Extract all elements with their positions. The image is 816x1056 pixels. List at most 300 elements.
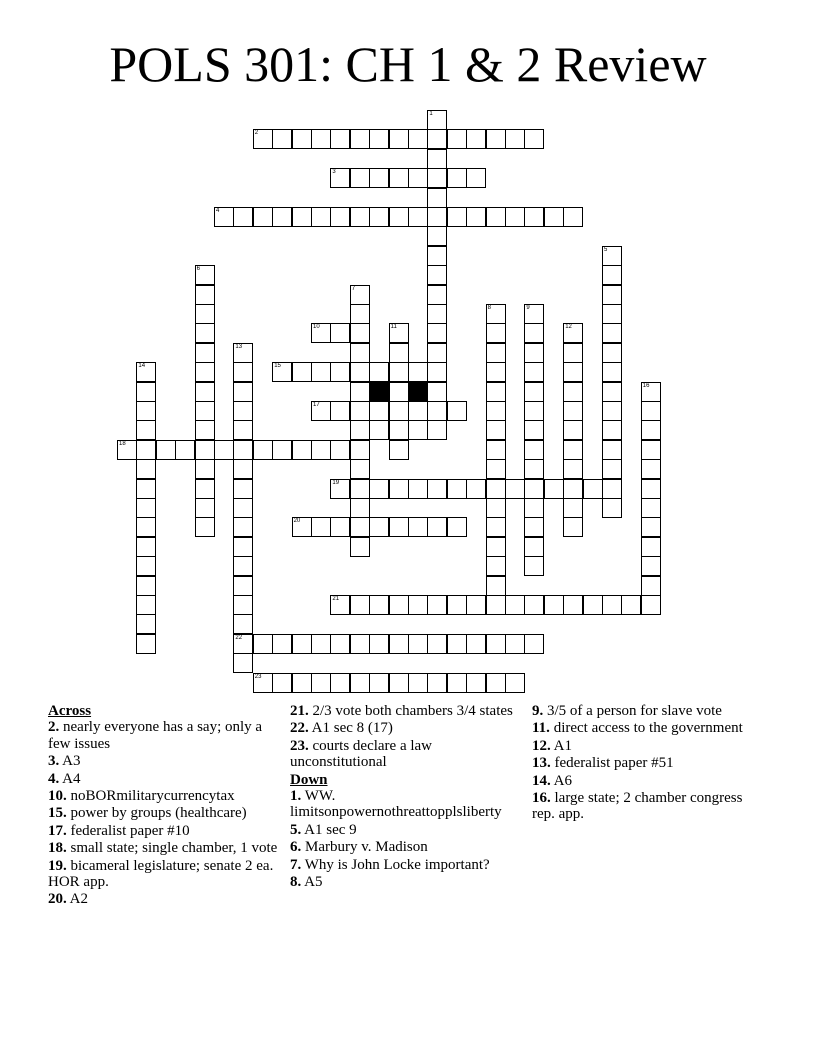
clue-text: courts declare a law unconstitutional: [290, 737, 433, 771]
grid-cell[interactable]: [389, 129, 409, 149]
grid-cell[interactable]: [369, 362, 389, 382]
grid-cell[interactable]: [641, 440, 661, 460]
grid-cell[interactable]: [195, 401, 215, 421]
grid-cell[interactable]: [292, 362, 312, 382]
grid-cell[interactable]: [253, 129, 273, 149]
grid-cell[interactable]: [350, 285, 370, 305]
clue-down: [532, 773, 764, 789]
grid-cell[interactable]: [447, 595, 467, 615]
grid-cell[interactable]: [602, 459, 622, 479]
grid-cell[interactable]: [369, 479, 389, 499]
grid-cell[interactable]: [466, 634, 486, 654]
grid-cell[interactable]: [505, 634, 525, 654]
grid-cell[interactable]: [292, 634, 312, 654]
grid-cell[interactable]: [330, 634, 350, 654]
grid-cell[interactable]: [389, 517, 409, 537]
grid-cell[interactable]: [136, 595, 156, 615]
grid-cell[interactable]: [233, 537, 253, 557]
grid-cell[interactable]: [505, 207, 525, 227]
grid-cell[interactable]: [641, 517, 661, 537]
grid-cell[interactable]: [136, 440, 156, 460]
grid-cell[interactable]: [486, 207, 506, 227]
grid-cell[interactable]: [350, 382, 370, 402]
grid-cell[interactable]: [427, 673, 447, 693]
grid-cell[interactable]: [466, 168, 486, 188]
clue-number: 23: [254, 673, 262, 680]
clue-text: bicameral legislature; senate 2 ea. HOR app.: [48, 857, 274, 891]
grid-cell[interactable]: [563, 517, 583, 537]
grid-cell[interactable]: [389, 207, 409, 227]
grid-cell[interactable]: [602, 420, 622, 440]
grid-cell[interactable]: [486, 556, 506, 576]
grid-cell[interactable]: [466, 673, 486, 693]
grid-cell[interactable]: [427, 517, 447, 537]
grid-cell[interactable]: [253, 440, 273, 460]
grid-cell[interactable]: [136, 362, 156, 382]
grid-cell[interactable]: [641, 498, 661, 518]
grid-cell[interactable]: [292, 517, 312, 537]
grid-cell[interactable]: [214, 207, 234, 227]
grid-cell[interactable]: [233, 614, 253, 634]
grid-cell[interactable]: [563, 459, 583, 479]
grid-cell[interactable]: [544, 595, 564, 615]
grid-cell[interactable]: [311, 129, 331, 149]
grid-cell[interactable]: [486, 382, 506, 402]
grid-cell[interactable]: [350, 440, 370, 460]
clue-text: A1 sec 8 (17): [308, 720, 393, 737]
grid-cell[interactable]: [233, 595, 253, 615]
grid-cell[interactable]: [524, 343, 544, 363]
grid-cell[interactable]: [602, 285, 622, 305]
grid-cell[interactable]: [486, 634, 506, 654]
grid-cell[interactable]: [486, 440, 506, 460]
grid-cell[interactable]: [602, 362, 622, 382]
grid-cell[interactable]: [330, 440, 350, 460]
grid-cell[interactable]: [524, 207, 544, 227]
grid-cell[interactable]: [427, 285, 447, 305]
grid-cell[interactable]: [563, 440, 583, 460]
grid-cell[interactable]: [195, 517, 215, 537]
grid-cell[interactable]: [583, 595, 603, 615]
grid-cell[interactable]: [311, 362, 331, 382]
grid-cell[interactable]: [311, 634, 331, 654]
grid-cell[interactable]: [466, 207, 486, 227]
clue-number-label: 20.: [48, 891, 67, 908]
grid-cell[interactable]: [311, 517, 331, 537]
grid-cell[interactable]: [486, 343, 506, 363]
grid-cell[interactable]: [233, 634, 253, 654]
grid-cell[interactable]: [427, 188, 447, 208]
grid-cell[interactable]: [427, 110, 447, 130]
grid-cell[interactable]: [524, 323, 544, 343]
grid-cell[interactable]: [602, 479, 622, 499]
grid-cell[interactable]: [563, 343, 583, 363]
grid-cell[interactable]: [272, 673, 292, 693]
grid-cell[interactable]: [233, 576, 253, 596]
grid-cell[interactable]: [233, 382, 253, 402]
grid-cell[interactable]: [156, 440, 176, 460]
clue-number-label: 13.: [532, 755, 551, 772]
grid-cell[interactable]: [330, 129, 350, 149]
grid-cell[interactable]: [389, 168, 409, 188]
grid-cell[interactable]: [524, 304, 544, 324]
grid-cell[interactable]: [350, 207, 370, 227]
grid-cell[interactable]: [136, 614, 156, 634]
grid-cell[interactable]: [233, 479, 253, 499]
grid-cell[interactable]: [563, 207, 583, 227]
grid-cell[interactable]: [427, 246, 447, 266]
grid-cell[interactable]: [486, 479, 506, 499]
grid-cell[interactable]: [641, 537, 661, 557]
grid-cell[interactable]: [602, 343, 622, 363]
grid-cell[interactable]: [505, 673, 525, 693]
grid-cell[interactable]: [233, 401, 253, 421]
grid-cell[interactable]: [544, 479, 564, 499]
grid-cell[interactable]: [602, 440, 622, 460]
grid-cell[interactable]: [195, 382, 215, 402]
grid-cell[interactable]: [350, 129, 370, 149]
grid-cell[interactable]: [389, 479, 409, 499]
grid-cell[interactable]: [369, 673, 389, 693]
grid-cell[interactable]: [427, 168, 447, 188]
grid-cell[interactable]: [292, 129, 312, 149]
grid-cell[interactable]: [350, 595, 370, 615]
grid-cell[interactable]: [602, 498, 622, 518]
clue-number: 12: [565, 324, 572, 331]
grid-cell[interactable]: [330, 323, 350, 343]
grid-cell[interactable]: [563, 323, 583, 343]
grid-cell[interactable]: [311, 673, 331, 693]
grid-cell[interactable]: [389, 382, 409, 402]
grid-cell[interactable]: [233, 653, 253, 673]
grid-cell[interactable]: [486, 576, 506, 596]
grid-cell[interactable]: [195, 285, 215, 305]
grid-cell[interactable]: [427, 226, 447, 246]
grid-cell[interactable]: [233, 459, 253, 479]
grid-cell[interactable]: [272, 634, 292, 654]
grid-cell[interactable]: [350, 459, 370, 479]
grid-cell[interactable]: [563, 362, 583, 382]
grid-cell[interactable]: [350, 401, 370, 421]
grid-cell[interactable]: [136, 556, 156, 576]
grid-cell[interactable]: [641, 382, 661, 402]
grid-cell[interactable]: [602, 401, 622, 421]
grid-cell[interactable]: [369, 420, 389, 440]
grid-cell[interactable]: [195, 362, 215, 382]
grid-cell[interactable]: [524, 634, 544, 654]
grid-cell[interactable]: [292, 440, 312, 460]
grid-cell[interactable]: [233, 343, 253, 363]
grid-cell[interactable]: [389, 343, 409, 363]
grid-cell[interactable]: [602, 382, 622, 402]
grid-cell[interactable]: [408, 207, 428, 227]
clue-number-label: 22.: [290, 720, 309, 737]
grid-cell[interactable]: [389, 401, 409, 421]
grid-cell[interactable]: [136, 498, 156, 518]
grid-cell[interactable]: [486, 323, 506, 343]
grid-cell[interactable]: [136, 537, 156, 557]
grid-cell[interactable]: [447, 401, 467, 421]
grid-cell[interactable]: [602, 323, 622, 343]
grid-cell[interactable]: [466, 595, 486, 615]
grid-cell[interactable]: [330, 401, 350, 421]
grid-cell[interactable]: [350, 420, 370, 440]
grid-cell[interactable]: [641, 556, 661, 576]
grid-cell[interactable]: [563, 401, 583, 421]
grid-cell[interactable]: [136, 459, 156, 479]
grid-cell[interactable]: [563, 498, 583, 518]
grid-cell[interactable]: [524, 129, 544, 149]
grid-cell[interactable]: [195, 304, 215, 324]
grid-cell[interactable]: [350, 304, 370, 324]
grid-cell[interactable]: [505, 479, 525, 499]
grid-cell[interactable]: [486, 673, 506, 693]
grid-cell[interactable]: [486, 459, 506, 479]
grid-cell[interactable]: [486, 595, 506, 615]
grid-cell[interactable]: [195, 479, 215, 499]
grid-cell[interactable]: [369, 129, 389, 149]
grid-cell[interactable]: [195, 459, 215, 479]
grid-cell[interactable]: [233, 498, 253, 518]
grid-cell[interactable]: [330, 479, 350, 499]
grid-cell[interactable]: [447, 673, 467, 693]
grid-cell[interactable]: [195, 498, 215, 518]
grid-cell[interactable]: [427, 129, 447, 149]
clue-across: [48, 719, 280, 752]
grid-cell[interactable]: [466, 479, 486, 499]
grid-cell[interactable]: [486, 420, 506, 440]
grid-cell[interactable]: [447, 168, 467, 188]
grid-cell[interactable]: [330, 595, 350, 615]
grid-cell[interactable]: [253, 634, 273, 654]
clue-column-1: [48, 703, 280, 909]
grid-cell[interactable]: [427, 265, 447, 285]
grid-cell[interactable]: [427, 634, 447, 654]
grid-cell[interactable]: [350, 673, 370, 693]
grid-cell[interactable]: [389, 362, 409, 382]
grid-cell[interactable]: [350, 498, 370, 518]
grid-cell[interactable]: [195, 420, 215, 440]
grid-cell[interactable]: [350, 517, 370, 537]
grid-cell[interactable]: [233, 440, 253, 460]
grid-cell[interactable]: [505, 129, 525, 149]
grid-cell[interactable]: [427, 362, 447, 382]
grid-cell[interactable]: [195, 265, 215, 285]
grid-cell[interactable]: [408, 595, 428, 615]
grid-cell[interactable]: [524, 556, 544, 576]
grid-cell[interactable]: [486, 537, 506, 557]
grid-cell[interactable]: [311, 323, 331, 343]
grid-cell[interactable]: [233, 556, 253, 576]
grid-cell[interactable]: [253, 207, 273, 227]
grid-cell[interactable]: [621, 595, 641, 615]
grid-cell[interactable]: [408, 673, 428, 693]
grid-cell[interactable]: [330, 362, 350, 382]
grid-cell[interactable]: [427, 595, 447, 615]
grid-cell[interactable]: [486, 401, 506, 421]
grid-cell[interactable]: [486, 304, 506, 324]
grid-cell[interactable]: [641, 479, 661, 499]
grid-cell[interactable]: [350, 537, 370, 557]
grid-cell[interactable]: [408, 420, 428, 440]
grid-cell[interactable]: [233, 420, 253, 440]
grid-cell[interactable]: [408, 479, 428, 499]
grid-cell[interactable]: [389, 323, 409, 343]
grid-cell[interactable]: [369, 207, 389, 227]
grid-cell[interactable]: [408, 168, 428, 188]
grid-cell[interactable]: [524, 420, 544, 440]
grid-cell[interactable]: [524, 595, 544, 615]
grid-cell[interactable]: [602, 246, 622, 266]
clue-number: 21: [332, 596, 340, 602]
grid-cell[interactable]: [544, 207, 564, 227]
clue-text: small state; single chamber, 1 vote: [66, 840, 278, 857]
grid-cell[interactable]: [233, 517, 253, 537]
grid-cell[interactable]: [195, 343, 215, 363]
grid-cell[interactable]: [272, 207, 292, 227]
clue-number-label: 8.: [290, 874, 302, 891]
grid-cell[interactable]: [427, 304, 447, 324]
grid-cell[interactable]: [292, 673, 312, 693]
grid-cell[interactable]: [136, 401, 156, 421]
grid-cell[interactable]: [136, 576, 156, 596]
grid-cell[interactable]: [563, 479, 583, 499]
grid-cell[interactable]: [233, 207, 253, 227]
grid-cell[interactable]: [447, 634, 467, 654]
grid-cell[interactable]: [602, 265, 622, 285]
grid-cell[interactable]: [214, 440, 234, 460]
grid-cell[interactable]: [195, 323, 215, 343]
grid-cell[interactable]: [427, 149, 447, 169]
grid-cell[interactable]: [389, 595, 409, 615]
grid-cell[interactable]: [408, 517, 428, 537]
grid-cell[interactable]: [330, 517, 350, 537]
grid-cell[interactable]: [427, 420, 447, 440]
grid-cell[interactable]: [408, 634, 428, 654]
grid-cell[interactable]: [136, 420, 156, 440]
clue-number-label: 15.: [48, 805, 67, 822]
clue-number: 20: [293, 518, 301, 525]
grid-cell[interactable]: [369, 595, 389, 615]
grid-cell[interactable]: [369, 634, 389, 654]
grid-cell[interactable]: [641, 595, 661, 615]
grid-cell[interactable]: [563, 595, 583, 615]
grid-cell[interactable]: [330, 673, 350, 693]
grid-cell[interactable]: [641, 459, 661, 479]
grid-cell[interactable]: [408, 401, 428, 421]
grid-cell[interactable]: [117, 440, 137, 460]
grid-cell[interactable]: [486, 517, 506, 537]
grid-cell[interactable]: [311, 440, 331, 460]
grid-cell[interactable]: [233, 362, 253, 382]
grid-cell[interactable]: [524, 498, 544, 518]
grid-cell[interactable]: [524, 362, 544, 382]
grid-cell[interactable]: [486, 129, 506, 149]
grid-cell[interactable]: [272, 129, 292, 149]
grid-cell[interactable]: [253, 673, 273, 693]
grid-cell[interactable]: [641, 420, 661, 440]
grid-cell[interactable]: [563, 382, 583, 402]
grid-cell[interactable]: [524, 479, 544, 499]
grid-cell[interactable]: [311, 207, 331, 227]
grid-cell[interactable]: [389, 440, 409, 460]
grid-cell[interactable]: [447, 207, 467, 227]
clue-across: [48, 840, 280, 856]
grid-cell[interactable]: [427, 343, 447, 363]
grid-cell[interactable]: [466, 129, 486, 149]
grid-cell[interactable]: [641, 401, 661, 421]
grid-cell[interactable]: [447, 517, 467, 537]
grid-cell[interactable]: [427, 479, 447, 499]
grid-cell[interactable]: [524, 459, 544, 479]
grid-cell[interactable]: [389, 420, 409, 440]
grid-cell[interactable]: [350, 343, 370, 363]
clue-number: 22: [235, 634, 243, 641]
grid-cell[interactable]: [272, 440, 292, 460]
grid-cell[interactable]: [195, 440, 215, 460]
grid-cell[interactable]: [408, 362, 428, 382]
grid-cell[interactable]: [447, 479, 467, 499]
grid-cell[interactable]: [641, 576, 661, 596]
grid-cell[interactable]: [389, 634, 409, 654]
clue-number-label: 1.: [290, 788, 302, 805]
grid-cell[interactable]: [602, 595, 622, 615]
grid-cell[interactable]: [369, 168, 389, 188]
grid-cell[interactable]: [563, 420, 583, 440]
grid-cell[interactable]: [524, 401, 544, 421]
grid-cell[interactable]: [505, 595, 525, 615]
grid-cell[interactable]: [447, 129, 467, 149]
grid-cell[interactable]: [330, 168, 350, 188]
grid-cell[interactable]: [136, 517, 156, 537]
grid-cell[interactable]: [524, 382, 544, 402]
grid-cell[interactable]: [350, 168, 370, 188]
clue-number: 5: [604, 246, 608, 253]
grid-cell[interactable]: [486, 498, 506, 518]
grid-cell[interactable]: [427, 382, 447, 402]
clue-text: Why is John Locke important?: [301, 856, 490, 873]
grid-cell[interactable]: [311, 401, 331, 421]
grid-cell[interactable]: [602, 304, 622, 324]
grid-cell[interactable]: [350, 479, 370, 499]
grid-cell[interactable]: [427, 323, 447, 343]
grid-cell[interactable]: [486, 362, 506, 382]
grid-cell[interactable]: [369, 401, 389, 421]
grid-cell[interactable]: [408, 129, 428, 149]
grid-cell[interactable]: [292, 207, 312, 227]
grid-cell[interactable]: [427, 401, 447, 421]
grid-cell[interactable]: [583, 479, 603, 499]
clue-text: A3: [59, 753, 81, 770]
grid-cell[interactable]: [369, 517, 389, 537]
grid-cell[interactable]: [427, 207, 447, 227]
grid-cell[interactable]: [350, 634, 370, 654]
grid-cell[interactable]: [272, 362, 292, 382]
grid-cell[interactable]: [524, 517, 544, 537]
grid-cell[interactable]: [350, 323, 370, 343]
grid-cell[interactable]: [175, 440, 195, 460]
clue-number: 9: [526, 305, 530, 311]
grid-cell[interactable]: [389, 673, 409, 693]
grid-cell[interactable]: [330, 207, 350, 227]
grid-cell[interactable]: [136, 382, 156, 402]
grid-cell[interactable]: [136, 634, 156, 654]
grid-cell[interactable]: [524, 537, 544, 557]
grid-cell[interactable]: [350, 362, 370, 382]
grid-cell[interactable]: [524, 440, 544, 460]
grid-cell[interactable]: [136, 479, 156, 499]
clue-number: 17: [313, 402, 320, 408]
